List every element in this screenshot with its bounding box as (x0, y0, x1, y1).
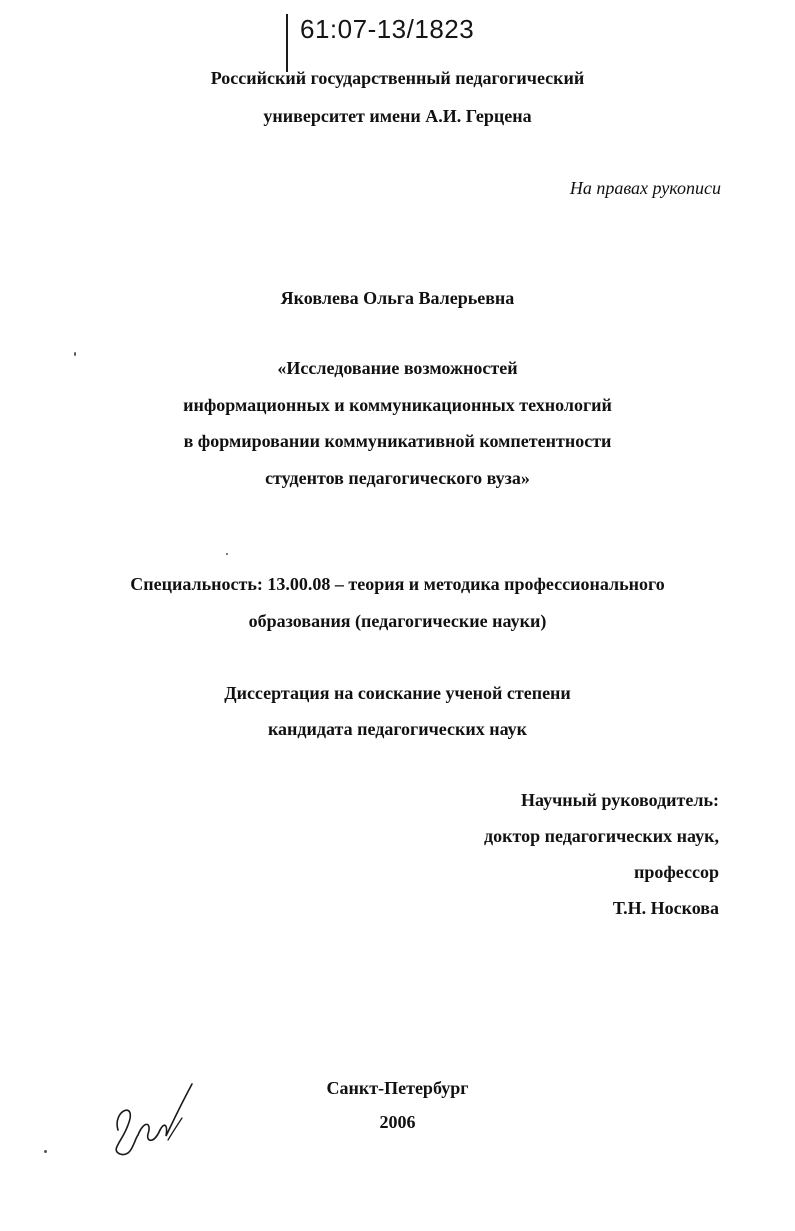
author-name: Яковлева Ольга Валерьевна (280, 288, 515, 308)
handwritten-signature (108, 1080, 198, 1160)
specialty-line-1: Специальность: 13.00.08 – теория и методика профессионального (130, 574, 665, 594)
stamp-code: 61:07-13/1823 (300, 14, 475, 44)
place-year: 2006 (379, 1112, 416, 1132)
archive-stamp (286, 14, 506, 74)
scan-speck (44, 1150, 47, 1153)
stamp-bar (286, 14, 288, 72)
rights-note: На правах рукописи (569, 178, 721, 198)
title-line-3: в формировании коммуникативной компетентности (183, 431, 612, 451)
place-city: Санкт-Петербург (326, 1078, 469, 1098)
institution-line-1: Российский государственный педагогический (210, 68, 585, 88)
title-line-1: «Исследование возможностей (277, 358, 518, 378)
degree-line-1: Диссертация на соискание ученой степени (224, 683, 571, 703)
supervisor-degree: доктор педагогических наук, (483, 826, 719, 846)
institution-line-2: университет имени А.И. Герцена (263, 106, 532, 126)
supervisor-rank: профессор (633, 862, 719, 882)
title-line-4: студентов педагогического вуза» (265, 468, 530, 488)
title-line-2: информационных и коммуникационных технологий (183, 395, 612, 415)
degree-line-2: кандидата педагогических наук (267, 719, 528, 739)
specialty-line-2: образования (педагогические науки) (248, 611, 547, 631)
scan-speck (226, 553, 228, 555)
supervisor-label: Научный руководитель: (521, 790, 719, 810)
supervisor-name: Т.Н. Носкова (612, 898, 719, 918)
scan-speck (74, 352, 76, 356)
